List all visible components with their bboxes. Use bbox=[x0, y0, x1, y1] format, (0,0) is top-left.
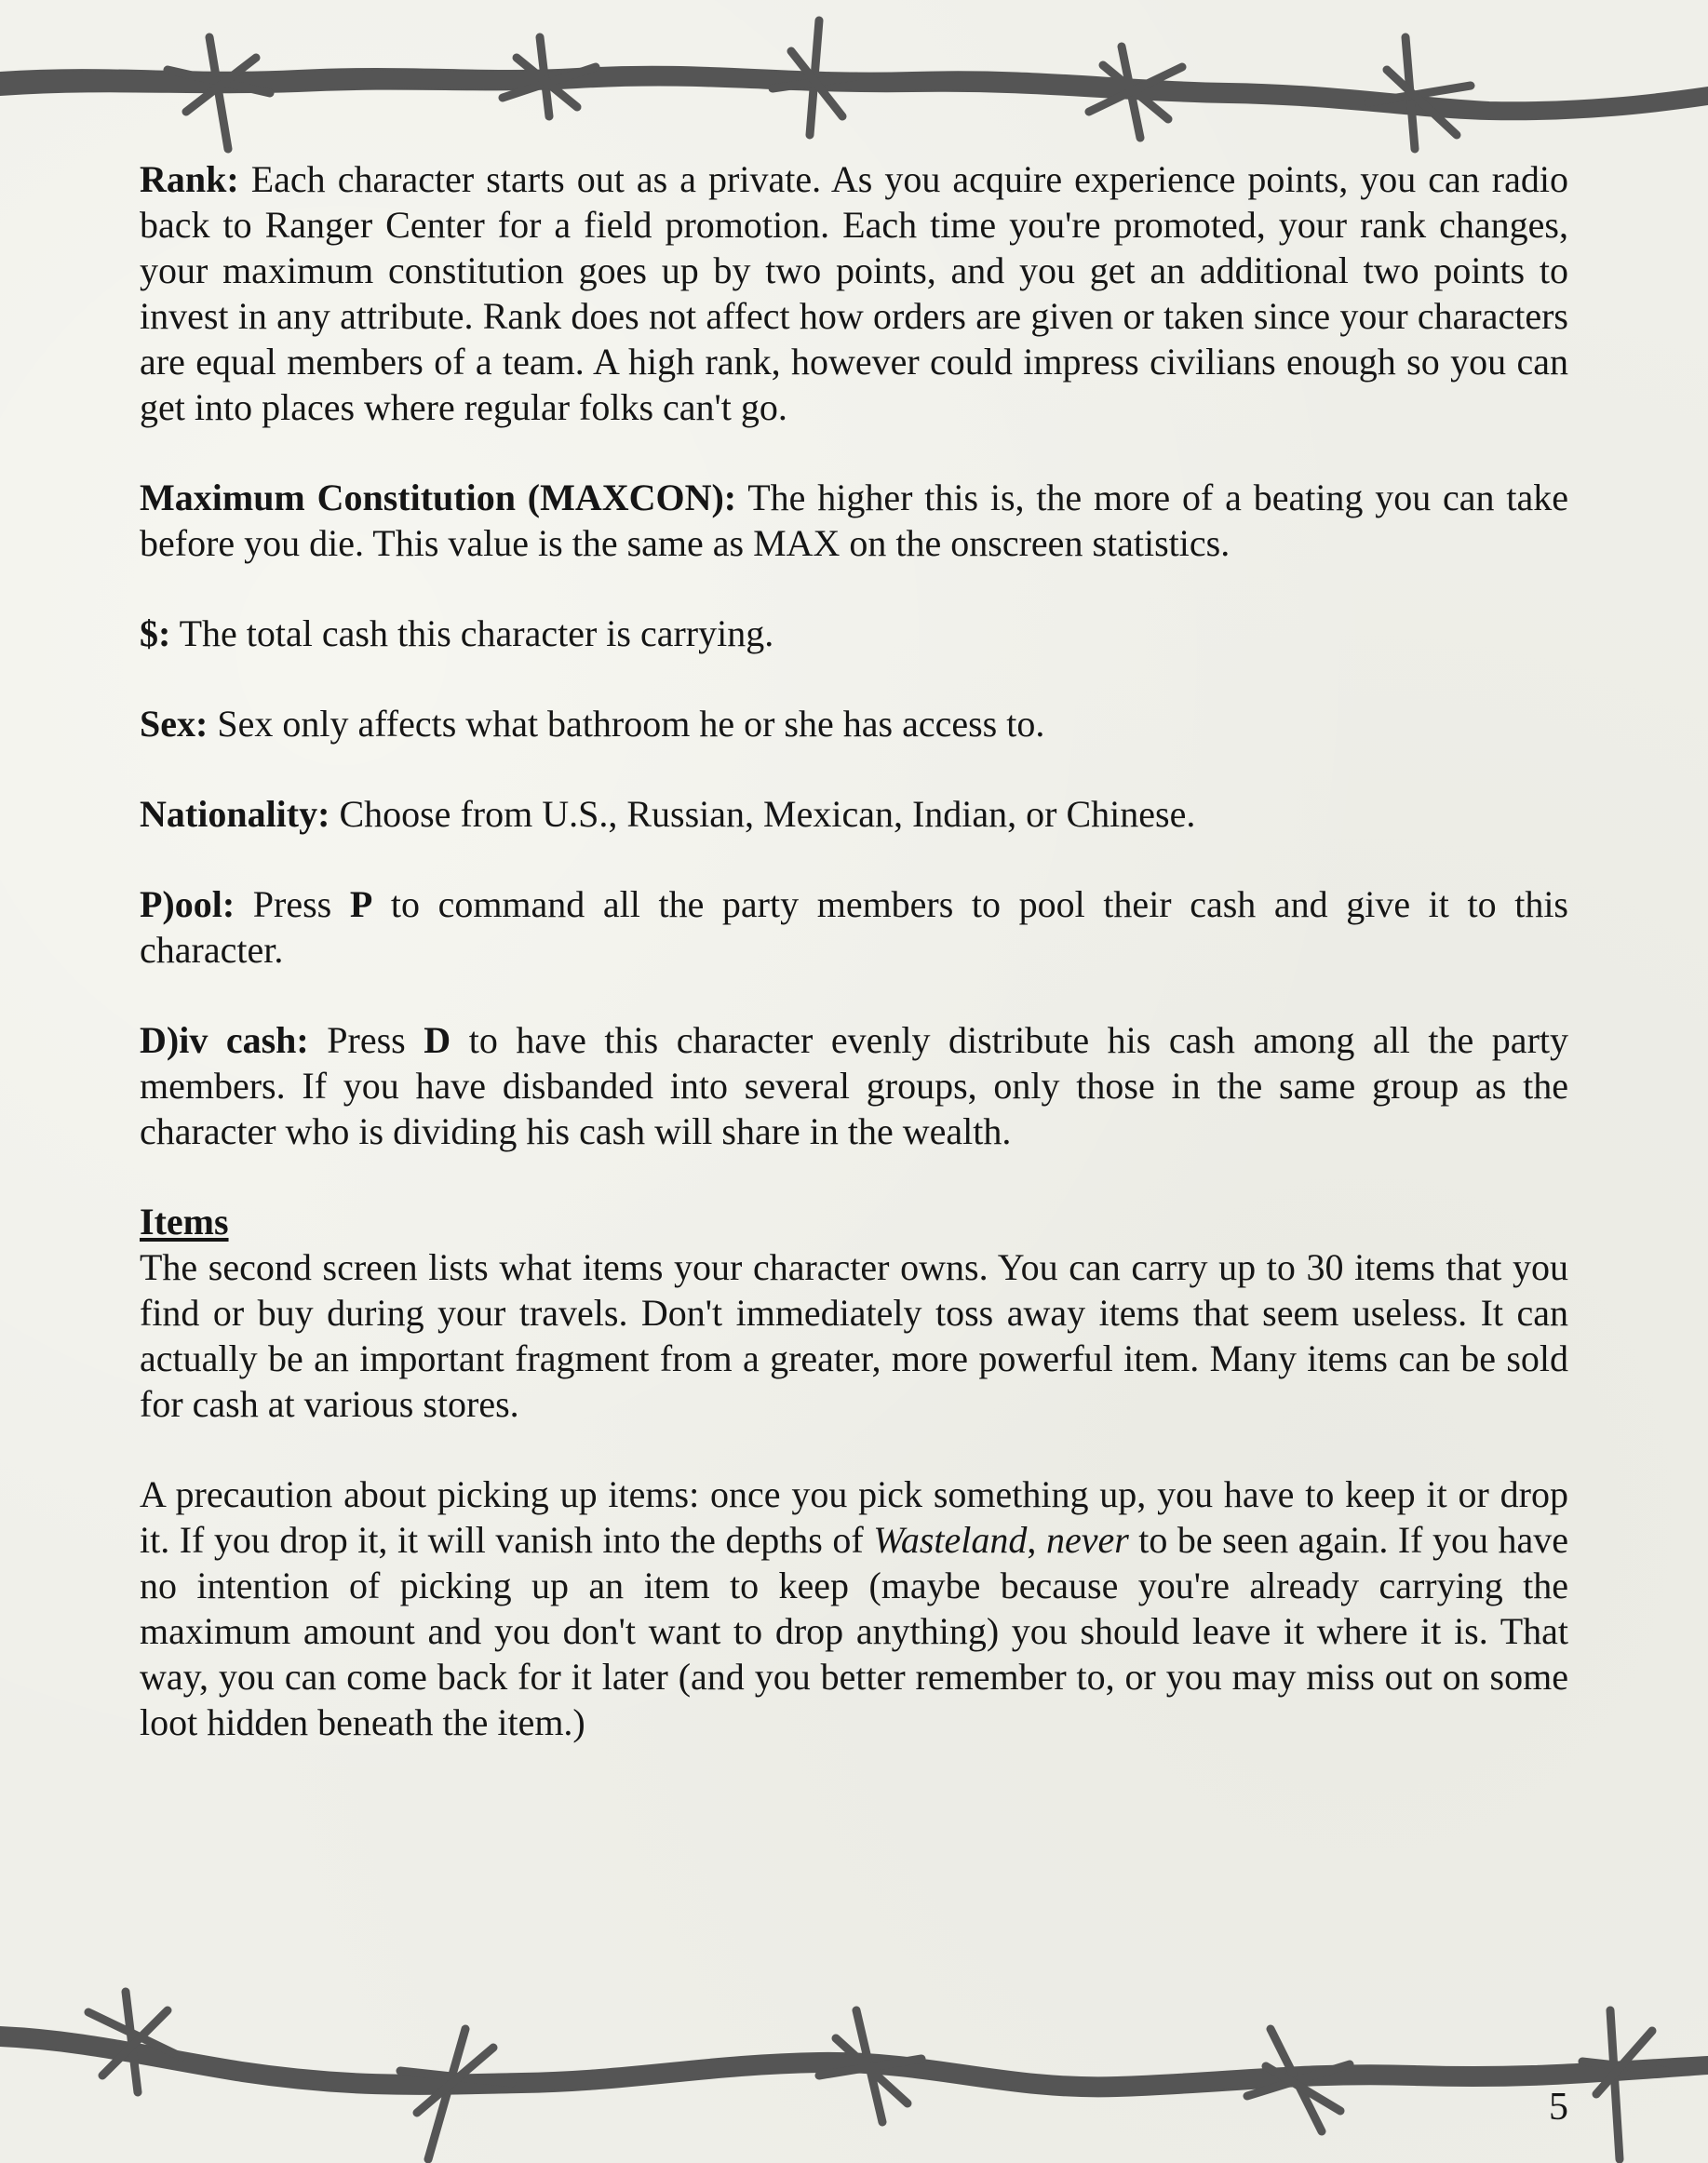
paragraph-rank bbox=[140, 156, 1568, 430]
key-label: D bbox=[424, 1019, 451, 1061]
paragraph-items-intro: The second screen lists what items your character owns. You can carry up to 30 items that you find or buy during your travels. Don't immediately toss away items that seem useless. It can actually be an important fragment from a greater, more powerful item. Many items can be sold for cash at various stores. bbox=[140, 1246, 1568, 1425]
page-body bbox=[140, 156, 1568, 1790]
italic-text: never bbox=[1045, 1519, 1129, 1561]
term-label: D)iv cash: bbox=[140, 1019, 309, 1061]
paragraph-text: Each character starts out as a private. As you acquire experience points, you can radio back to Ranger Center for a field promotion. Each time you're promoted, your rank changes, your maximum constitution goes up by two points, and you get an additional two points to invest in any attribute. Rank does not affect how orders are given or taken since your characters are equal members of a team. A high rank, however could impress civilians enough so you can get into places where regular folks can't go. bbox=[140, 158, 1568, 428]
paragraph-text: to command all the party members to pool their cash and give it to this character. bbox=[140, 883, 1569, 971]
paragraph-maxcon bbox=[140, 475, 1568, 566]
paragraph-nationality bbox=[140, 791, 1568, 837]
paragraph-div-cash bbox=[140, 1017, 1568, 1154]
section-heading-items: Items bbox=[140, 1201, 229, 1243]
paragraph-text: A precaution about picking up items: once you pick something up, you have to keep it or drop it. If you drop it, it will vanish into the depths of bbox=[140, 1473, 1568, 1561]
paragraph-text: Sex only affects what bathroom he or she has access to. bbox=[208, 703, 1045, 745]
term-label: Sex: bbox=[140, 703, 208, 745]
paragraph-cash bbox=[140, 611, 1568, 656]
paragraph-text: Press bbox=[235, 883, 350, 925]
paragraph-text: to be seen again. If you have no intention of picking up an item to keep (maybe because you're already carrying the maximum amount and you don't want to drop anything) you should leave it where it is. That way, you can come back for it later (and you better remember to, or you may miss out on some loot hidden beneath the item.) bbox=[140, 1519, 1569, 1743]
key-label: P bbox=[349, 883, 373, 925]
term-label: $: bbox=[140, 612, 171, 654]
paragraph-text: The higher this is, the more of a beating you can take before you die. This value is the same as MAX on the onscreen statistics. bbox=[140, 477, 1568, 564]
paragraph-text: Choose from U.S., Russian, Mexican, Indian, or Chinese. bbox=[329, 793, 1196, 835]
paragraph-text: Press bbox=[308, 1019, 424, 1061]
page-number: 5 bbox=[1549, 2086, 1568, 2129]
paragraph-pool bbox=[140, 881, 1568, 973]
paragraph-text: , bbox=[1027, 1519, 1046, 1561]
paragraph-sex bbox=[140, 701, 1568, 746]
term-label: P)ool: bbox=[140, 883, 235, 925]
paragraph-items-precaution bbox=[140, 1471, 1568, 1745]
term-label: Nationality: bbox=[140, 793, 330, 835]
paragraph-text: to have this character evenly distribute his cash among all the party members. If you have disbanded into several groups, only those in the same group as the character who is dividing his cash will share in the wealth. bbox=[140, 1019, 1568, 1152]
term-label: Maximum Constitution (MAXCON): bbox=[140, 477, 737, 518]
term-label: Rank: bbox=[140, 158, 239, 200]
barbed-wire-bottom-border bbox=[0, 1973, 1708, 2163]
paragraph-text: The total cash this character is carrying. bbox=[170, 612, 774, 654]
italic-text: Wasteland bbox=[873, 1519, 1028, 1561]
